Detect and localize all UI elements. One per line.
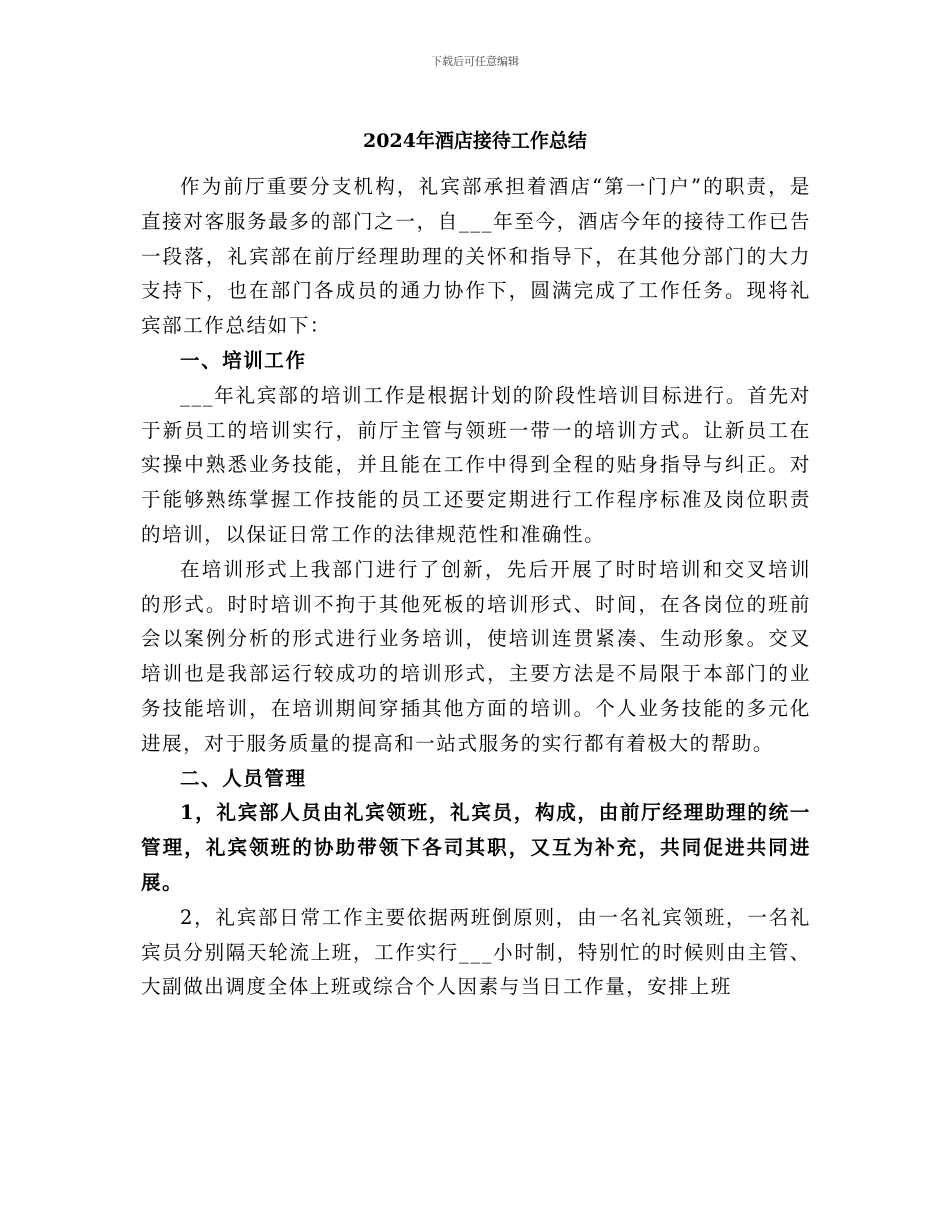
header-note: 下载后可任意编辑 xyxy=(431,55,519,68)
personnel-paragraph-1: 1，礼宾部人员由礼宾领班，礼宾员，构成，由前厅经理助理的统一管理，礼宾领班的协助带领下各司其职，又互为补充，共同促进共同进展。 xyxy=(141,801,811,894)
document-body xyxy=(141,170,811,1005)
intro-paragraph: 作为前厅重要分支机构，礼宾部承担着酒店“第一门户”的职责，是直接对客服务最多的部门之一，自___年至今，酒店今年的接待工作已告一段落，礼宾部在前厅经理助理的关怀和指导下，在其他分部门的大力支持下，也在部门各成员的通力协作下，圆满完成了工作任务。现将礼宾部工作总结如下： xyxy=(141,175,811,338)
section-heading-training: 一、培训工作 xyxy=(180,348,307,372)
personnel-paragraph-2: 2，礼宾部日常工作主要依据两班倒原则，由一名礼宾领班，一名礼宾员分别隔天轮流上班，工作实行___小时制，特别忙的时候则由主管、大副做出调度全体上班或综合个人因素与当日工作量，安排上班 xyxy=(141,905,811,999)
training-paragraph-2: 在培训形式上我部门进行了创新，先后开展了时时培训和交叉培训的形式。时时培训不拘于其他死板的培训形式、时间，在各岗位的班前会以案例分析的形式进行业务培训，使培训连贯紧凑、生动形象。交叉培训也是我部运行较成功的培训形式，主要方法是不局限于本部门的业务技能培训，在培训期间穿插其他方面的培训。个人业务技能的多元化进展，对于服务质量的提高和一站式服务的实行都有着极大的帮助。 xyxy=(141,557,811,755)
document-title: 2024年酒店接待工作总结 xyxy=(363,130,587,152)
section-heading-personnel: 二、人员管理 xyxy=(180,766,307,790)
training-paragraph-1: ___年礼宾部的培训工作是根据计划的阶段性培训目标进行。首先对于新员工的培训实行，前厅主管与领班一带一的培训方式。让新员工在实操中熟悉业务技能，并且能在工作中得到全程的贴身指导与纠正。对于能够熟练掌握工作技能的员工还要定期进行工作程序标准及岗位职责的培训，以保证日常工作的法律规范性和准确性。 xyxy=(141,383,811,546)
